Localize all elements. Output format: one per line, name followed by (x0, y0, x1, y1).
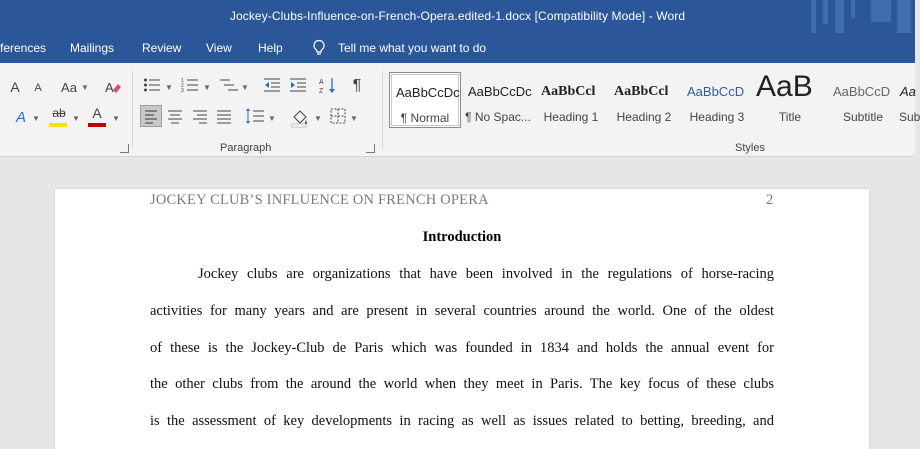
svg-text:2: 2 (181, 83, 184, 89)
chevron-down-icon[interactable]: ▼ (241, 83, 249, 92)
text-effects-button[interactable]: A (15, 108, 26, 126)
svg-text:Z: Z (319, 88, 324, 95)
style-title[interactable] (754, 72, 826, 128)
styles-gallery (389, 70, 920, 130)
chevron-down-icon[interactable]: ▼ (165, 83, 173, 92)
style-name: ¶ No Spac... (465, 110, 531, 124)
chevron-down-icon[interactable]: ▼ (314, 114, 322, 123)
highlight-button[interactable]: ab (52, 106, 66, 120)
align-left-button[interactable] (140, 105, 162, 127)
style-subtitle[interactable] (827, 72, 899, 128)
svg-text:3: 3 (181, 88, 184, 94)
section-heading: Introduction (422, 229, 502, 245)
ribbon (0, 63, 920, 157)
align-center-icon[interactable] (166, 107, 184, 125)
style-name: Heading 2 (616, 110, 672, 124)
paragraph-line: Jockey clubs are organizations that have been involved in the regulations of horse-racing (198, 266, 774, 282)
style-heading-3[interactable] (681, 72, 753, 128)
align-left-icon (141, 106, 161, 126)
styles-group-label: Styles (735, 142, 765, 154)
justify-icon[interactable] (215, 107, 233, 125)
group-separator (382, 71, 383, 149)
highlight-color-swatch (49, 123, 67, 127)
style-name: Subtitle (842, 110, 884, 124)
tab-view[interactable]: View (206, 41, 232, 55)
sort-icon[interactable] (319, 76, 337, 94)
paragraph-group-label: Paragraph (220, 142, 272, 154)
title-bar-decoration (805, 0, 915, 33)
style-sample: AaBbCcl (614, 84, 669, 99)
show-formatting-marks-button[interactable]: ¶ (352, 77, 362, 94)
borders-icon[interactable] (330, 108, 346, 124)
style-sample: AaBbCcDc (468, 84, 532, 99)
tab-help[interactable]: Help (258, 41, 283, 55)
title-bar (0, 0, 915, 33)
line-spacing-icon[interactable] (245, 107, 265, 125)
style-name: Heading 1 (543, 110, 599, 124)
style-sample: AaB (756, 70, 813, 103)
paragraph-line: activities for many years and are present in several countries around the world. One of the oldest (150, 303, 774, 319)
style-subtle-emphasis[interactable] (897, 72, 920, 128)
style-name: Title (778, 110, 802, 124)
increase-indent-icon[interactable] (289, 77, 307, 93)
svg-text:A: A (319, 79, 324, 86)
decrease-indent-icon[interactable] (263, 77, 281, 93)
ribbon-tabs (0, 33, 915, 63)
style-sample: Aa (900, 84, 916, 99)
style-heading-2[interactable] (608, 72, 680, 128)
svg-text:A: A (105, 80, 114, 95)
page-number: 2 (766, 192, 774, 208)
change-case-button[interactable]: Aa (61, 79, 77, 95)
lightbulb-icon (311, 39, 327, 57)
style-sample: AaBbCcD (687, 84, 745, 99)
tell-me-search[interactable]: Tell me what you want to do (338, 41, 487, 55)
align-right-icon[interactable] (191, 107, 209, 125)
paragraph-line: is the assessment of key developments in racing as well as issues related to betting, breeding, and (150, 413, 774, 429)
paragraph-dialog-launcher[interactable] (366, 144, 375, 153)
chevron-down-icon[interactable]: ▼ (32, 114, 40, 123)
style-no-spacing[interactable] (462, 72, 534, 128)
style-name: ¶ Normal (400, 111, 450, 125)
tab-review[interactable]: Review (142, 41, 182, 55)
tab-mailings[interactable]: Mailings (70, 41, 115, 55)
paragraph-line: of these is the Jockey-Club de Paris which was founded in 1834 and holds the annual event for (150, 340, 774, 356)
style-name: Heading 3 (689, 110, 745, 124)
grow-font-button[interactable]: A (10, 79, 20, 95)
group-separator (132, 71, 133, 149)
svg-text:1: 1 (181, 78, 184, 84)
shrink-font-button[interactable]: A (34, 82, 42, 94)
style-heading-1[interactable] (535, 72, 607, 128)
style-name: Sub (899, 110, 920, 124)
style-sample: AaBbCcD (833, 84, 891, 99)
chevron-down-icon[interactable]: ▼ (268, 114, 276, 123)
bullets-icon[interactable] (143, 77, 161, 93)
running-head: JOCKEY CLUB’S INFLUENCE ON FRENCH OPERA (150, 192, 489, 208)
document-page[interactable] (55, 189, 869, 449)
font-color-button[interactable]: A (92, 105, 102, 121)
clear-formatting-icon[interactable] (104, 78, 122, 96)
font-dialog-launcher[interactable] (120, 144, 129, 153)
chevron-down-icon[interactable]: ▼ (203, 83, 211, 92)
paragraph-line: the other clubs from the around the world when they meet in Paris. The key focus of these clubs (150, 376, 774, 392)
chevron-down-icon[interactable]: ▼ (112, 114, 120, 123)
window-title: Jockey-Clubs-Influence-on-French-Opera.edited-1.docx [Compatibility Mode] - Word (229, 9, 686, 23)
font-color-swatch (88, 123, 106, 127)
style-sample: AaBbCcl (541, 84, 596, 99)
numbering-icon[interactable] (181, 77, 199, 93)
chevron-down-icon[interactable]: ▼ (350, 114, 358, 123)
shading-icon[interactable] (290, 107, 310, 127)
chevron-down-icon[interactable]: ▼ (81, 83, 89, 92)
style-sample: AaBbCcDc (396, 85, 460, 100)
multilevel-list-icon[interactable] (218, 77, 238, 93)
chevron-down-icon[interactable]: ▼ (72, 114, 80, 123)
tab-references[interactable]: ferences (0, 41, 47, 55)
style-normal[interactable] (389, 72, 461, 128)
